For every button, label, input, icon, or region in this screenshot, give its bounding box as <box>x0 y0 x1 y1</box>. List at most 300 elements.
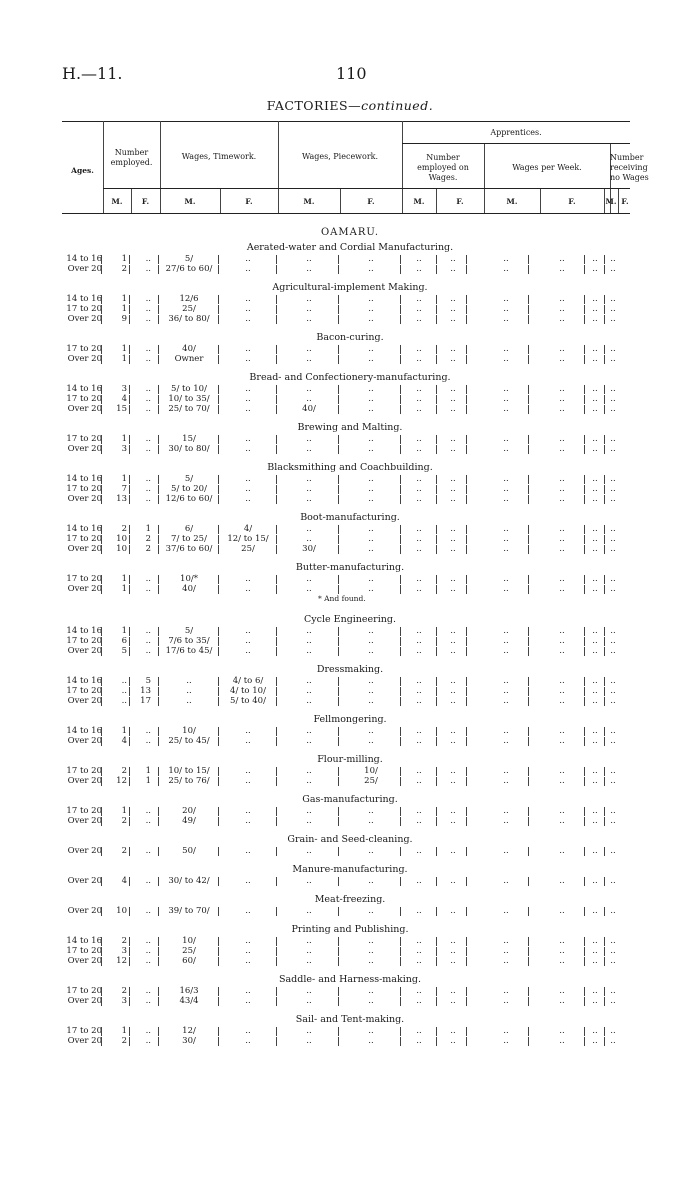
cell-f: .. <box>145 484 151 494</box>
table-row <box>0 936 700 946</box>
cell-age: Over 20 <box>67 1036 102 1046</box>
table-row <box>0 394 700 404</box>
cell-apprentice: .. <box>559 936 565 946</box>
cell-divider <box>338 1027 339 1036</box>
cell-apprentice: .. <box>503 846 509 856</box>
cell-divider <box>584 435 585 444</box>
cell-divider <box>466 777 467 786</box>
cell-divider <box>101 947 102 956</box>
cell-apprentice: .. <box>416 816 422 826</box>
cell-divider <box>584 345 585 354</box>
cell-divider <box>218 355 219 364</box>
cell-divider <box>276 737 277 746</box>
cell-m: 12 <box>116 956 127 966</box>
cell-divider <box>584 495 585 504</box>
cell-divider <box>528 737 529 746</box>
cell-apprentice: .. <box>592 254 598 264</box>
cell-apprentice: .. <box>503 636 509 646</box>
cell-apprentice: .. <box>450 524 456 534</box>
cell-divider <box>158 907 159 916</box>
cell-age: 17 to 20 <box>66 394 102 404</box>
cell-pf: .. <box>368 986 374 996</box>
cell-f: .. <box>145 846 151 856</box>
cell-divider <box>584 1027 585 1036</box>
cell-f: .. <box>145 434 151 444</box>
table-row <box>0 956 700 966</box>
cell-pf: .. <box>368 264 374 274</box>
cell-pf: .. <box>368 846 374 856</box>
cell-divider <box>158 957 159 966</box>
header-line: employed. <box>110 158 153 167</box>
cell-tf: .. <box>245 434 251 444</box>
cell-apprentice: .. <box>592 384 598 394</box>
cell-divider <box>604 647 605 656</box>
cell-divider <box>584 545 585 554</box>
cell-divider <box>400 545 401 554</box>
cell-divider <box>129 677 130 686</box>
cell-divider <box>466 405 467 414</box>
cell-apprentice: .. <box>450 726 456 736</box>
cell-tm: 37/6 to 60/ <box>165 544 213 554</box>
cell-f: .. <box>145 474 151 484</box>
cell-divider <box>528 627 529 636</box>
cell-apprentice: .. <box>592 676 598 686</box>
cell-divider <box>584 937 585 946</box>
cell-apprentice: .. <box>610 574 616 584</box>
cell-apprentice: .. <box>416 676 422 686</box>
cell-apprentice: .. <box>416 524 422 534</box>
cell-tm: 7/6 to 35/ <box>168 636 210 646</box>
cell-divider <box>218 525 219 534</box>
industry-heading: Grain- and Seed-cleaning. <box>287 834 413 845</box>
cell-f: .. <box>145 996 151 1006</box>
cell-divider <box>528 585 529 594</box>
cell-divider <box>276 677 277 686</box>
cell-divider <box>528 305 529 314</box>
cell-divider <box>584 737 585 746</box>
cell-divider <box>400 265 401 274</box>
cell-apprentice: .. <box>610 344 616 354</box>
cell-apprentice: .. <box>592 726 598 736</box>
cell-divider <box>466 485 467 494</box>
cell-apprentice: .. <box>610 676 616 686</box>
cell-divider <box>276 807 277 816</box>
cell-pf: .. <box>368 574 374 584</box>
cell-pf: 10/ <box>364 766 378 776</box>
cell-apprentice: .. <box>416 806 422 816</box>
cell-divider <box>466 315 467 324</box>
cell-divider <box>604 495 605 504</box>
cell-tm: 50/ <box>182 846 196 856</box>
cell-age: Over 20 <box>67 354 102 364</box>
cell-pf: 25/ <box>364 776 378 786</box>
cell-divider <box>604 737 605 746</box>
cell-apprentice: .. <box>559 384 565 394</box>
industry-heading: Boot-manufacturing. <box>300 512 400 523</box>
cell-divider <box>400 535 401 544</box>
table-row <box>0 494 700 504</box>
cell-apprentice: .. <box>559 304 565 314</box>
cell-divider <box>400 817 401 826</box>
cell-f: 2 <box>145 544 151 554</box>
table-row <box>0 726 700 736</box>
cell-age: 17 to 20 <box>66 484 102 494</box>
cell-pm: .. <box>306 314 312 324</box>
cell-tm: 10/ <box>182 726 196 736</box>
cell-divider <box>158 545 159 554</box>
cell-divider <box>158 315 159 324</box>
cell-divider <box>101 997 102 1006</box>
cell-apprentice: .. <box>610 294 616 304</box>
cell-divider <box>604 877 605 886</box>
cell-f: .. <box>145 394 151 404</box>
cell-divider <box>604 687 605 696</box>
cell-divider <box>218 495 219 504</box>
cell-divider <box>584 647 585 656</box>
cell-apprentice: .. <box>610 544 616 554</box>
cell-apprentice: .. <box>416 534 422 544</box>
cell-tf: .. <box>245 816 251 826</box>
cell-divider <box>158 677 159 686</box>
cell-divider <box>218 817 219 826</box>
table-row <box>0 304 700 314</box>
cell-age: 17 to 20 <box>66 574 102 584</box>
industry-heading: Printing and Publishing. <box>291 924 409 935</box>
cell-divider <box>400 445 401 454</box>
cell-age: 17 to 20 <box>66 686 102 696</box>
cell-divider <box>276 627 277 636</box>
cell-divider <box>276 315 277 324</box>
cell-divider <box>400 575 401 584</box>
cell-divider <box>218 697 219 706</box>
cell-divider <box>338 807 339 816</box>
cell-pf: .. <box>368 344 374 354</box>
cell-divider <box>158 997 159 1006</box>
cell-divider <box>338 585 339 594</box>
cell-tm: 25/ to 45/ <box>168 736 210 746</box>
cell-apprentice: .. <box>610 254 616 264</box>
cell-apprentice: .. <box>503 1026 509 1036</box>
cell-divider <box>400 627 401 636</box>
cell-apprentice: .. <box>592 404 598 414</box>
cell-divider <box>584 687 585 696</box>
cell-apprentice: .. <box>450 686 456 696</box>
cell-divider <box>338 847 339 856</box>
cell-pm: .. <box>306 816 312 826</box>
cell-pm: .. <box>306 304 312 314</box>
cell-divider <box>584 807 585 816</box>
cell-age: 17 to 20 <box>66 534 102 544</box>
cell-divider <box>528 265 529 274</box>
cell-tf: .. <box>245 806 251 816</box>
cell-pf: .. <box>368 1026 374 1036</box>
cell-f: .. <box>145 956 151 966</box>
cell-divider <box>466 737 467 746</box>
cell-pf: .. <box>368 906 374 916</box>
cell-apprentice: .. <box>450 936 456 946</box>
apprentices-rule <box>402 143 630 144</box>
cell-divider <box>338 637 339 646</box>
sub-f: F. <box>456 197 464 206</box>
cell-tf: .. <box>245 1036 251 1046</box>
cell-apprentice: .. <box>450 1026 456 1036</box>
industry-heading: Gas-manufacturing. <box>302 794 398 805</box>
cell-apprentice: .. <box>559 1036 565 1046</box>
cell-tm: 36/ to 80/ <box>168 314 210 324</box>
cell-pf: .. <box>368 544 374 554</box>
cell-apprentice: .. <box>559 846 565 856</box>
cell-apprentice: .. <box>592 736 598 746</box>
cell-apprentice: .. <box>450 574 456 584</box>
cell-divider <box>276 485 277 494</box>
cell-pf: .. <box>368 254 374 264</box>
cell-divider <box>466 255 467 264</box>
cell-tf: 4/ <box>243 524 253 534</box>
industry-heading: Meat-freezing. <box>314 894 386 905</box>
cell-divider <box>129 385 130 394</box>
cell-apprentice: .. <box>503 434 509 444</box>
cell-apprentice: .. <box>592 264 598 274</box>
cell-divider <box>466 847 467 856</box>
cell-divider <box>584 405 585 414</box>
cell-apprentice: .. <box>559 264 565 274</box>
cell-divider <box>604 305 605 314</box>
cell-f: 1 <box>145 766 151 776</box>
sub-m: M. <box>605 197 617 206</box>
cell-m: 4 <box>121 394 127 404</box>
cell-divider <box>528 315 529 324</box>
cell-divider <box>158 637 159 646</box>
cell-apprentice: .. <box>592 1026 598 1036</box>
cell-divider <box>101 545 102 554</box>
cell-divider <box>528 395 529 404</box>
cell-divider <box>604 585 605 594</box>
cell-age: Over 20 <box>67 876 102 886</box>
cell-divider <box>466 907 467 916</box>
cell-f: .. <box>145 304 151 314</box>
cell-apprentice: .. <box>559 524 565 534</box>
cell-apprentice: .. <box>592 344 598 354</box>
cell-divider <box>129 485 130 494</box>
cell-apprentice: .. <box>503 996 509 1006</box>
cell-apprentice: .. <box>450 264 456 274</box>
cell-pm: .. <box>306 696 312 706</box>
cell-apprentice: .. <box>416 626 422 636</box>
cell-apprentice: .. <box>416 434 422 444</box>
cell-tm: .. <box>186 686 192 696</box>
cell-divider <box>101 445 102 454</box>
cell-divider <box>584 575 585 584</box>
cell-age: 14 to 16 <box>66 726 102 736</box>
cell-pm: .. <box>306 264 312 274</box>
industry-heading: Bread- and Confectionery-manufacturing. <box>249 372 451 383</box>
cell-divider <box>338 737 339 746</box>
cell-apprentice: .. <box>503 686 509 696</box>
cell-tm: 5/ <box>184 626 194 636</box>
cell-apprentice: .. <box>610 314 616 324</box>
cell-age: 17 to 20 <box>66 344 102 354</box>
cell-apprentice: .. <box>416 584 422 594</box>
cell-m: 1 <box>121 626 127 636</box>
cell-divider <box>584 637 585 646</box>
cell-apprentice: .. <box>503 584 509 594</box>
table-row <box>0 646 700 656</box>
cell-f: .. <box>145 986 151 996</box>
cell-f: .. <box>145 344 151 354</box>
cell-divider <box>584 847 585 856</box>
cell-divider <box>466 495 467 504</box>
cell-divider <box>158 355 159 364</box>
cell-apprentice: .. <box>416 484 422 494</box>
cell-apprentice: .. <box>592 956 598 966</box>
cell-divider <box>584 355 585 364</box>
cell-divider <box>528 847 529 856</box>
cell-apprentice: .. <box>559 294 565 304</box>
cell-pf: .. <box>368 1036 374 1046</box>
cell-age: 14 to 16 <box>66 294 102 304</box>
cell-apprentice: .. <box>592 816 598 826</box>
cell-apprentice: .. <box>416 956 422 966</box>
cell-apprentice: .. <box>610 816 616 826</box>
cell-divider <box>129 777 130 786</box>
cell-divider <box>584 395 585 404</box>
cell-tm: .. <box>186 676 192 686</box>
cell-tf: .. <box>245 354 251 364</box>
cell-divider <box>338 485 339 494</box>
cell-apprentice: .. <box>559 584 565 594</box>
cell-tf: .. <box>245 484 251 494</box>
cell-apprentice: .. <box>592 766 598 776</box>
cell-age: 17 to 20 <box>66 946 102 956</box>
cell-divider <box>466 575 467 584</box>
cell-tf: .. <box>245 986 251 996</box>
cell-divider <box>584 777 585 786</box>
cell-tf: .. <box>245 444 251 454</box>
cell-apprentice: .. <box>450 876 456 886</box>
cell-divider <box>528 525 529 534</box>
cell-m: .. <box>121 686 127 696</box>
table-row <box>0 736 700 746</box>
cell-apprentice: .. <box>610 584 616 594</box>
cell-divider <box>400 495 401 504</box>
cell-divider <box>129 265 130 274</box>
cell-divider <box>528 647 529 656</box>
cell-divider <box>604 767 605 776</box>
cell-divider <box>400 1037 401 1046</box>
cell-f: .. <box>145 574 151 584</box>
cell-divider <box>218 265 219 274</box>
cell-divider <box>338 687 339 696</box>
cell-divider <box>218 727 219 736</box>
cell-apprentice: .. <box>450 544 456 554</box>
cell-m: 2 <box>121 264 127 274</box>
cell-apprentice: .. <box>559 574 565 584</box>
cell-divider <box>129 445 130 454</box>
cell-divider <box>218 575 219 584</box>
cell-apprentice: .. <box>503 876 509 886</box>
cell-pm: .. <box>306 726 312 736</box>
cell-tm: 25/ to 70/ <box>168 404 210 414</box>
cell-apprentice: .. <box>559 1026 565 1036</box>
cell-divider <box>101 525 102 534</box>
cell-divider <box>276 987 277 996</box>
cell-divider <box>338 525 339 534</box>
cell-divider <box>158 737 159 746</box>
cell-divider <box>338 575 339 584</box>
cell-divider <box>338 627 339 636</box>
cell-apprentice: .. <box>592 776 598 786</box>
cell-divider <box>338 355 339 364</box>
cell-divider <box>604 545 605 554</box>
cell-divider <box>218 877 219 886</box>
cell-divider <box>129 345 130 354</box>
cell-tf: .. <box>245 394 251 404</box>
cell-divider <box>129 817 130 826</box>
cell-pm: .. <box>306 474 312 484</box>
cell-apprentice: .. <box>610 384 616 394</box>
cell-divider <box>158 947 159 956</box>
cell-divider <box>101 575 102 584</box>
cell-divider <box>584 315 585 324</box>
cell-pf: .. <box>368 736 374 746</box>
cell-divider <box>129 637 130 646</box>
table-row <box>0 946 700 956</box>
cell-divider <box>129 847 130 856</box>
cell-pf: .. <box>368 314 374 324</box>
cell-apprentice: .. <box>503 444 509 454</box>
cell-apprentice: .. <box>416 404 422 414</box>
cell-divider <box>528 445 529 454</box>
cell-age: Over 20 <box>67 544 102 554</box>
cell-apprentice: .. <box>610 996 616 1006</box>
cell-apprentice: .. <box>559 626 565 636</box>
cell-apprentice: .. <box>416 776 422 786</box>
cell-divider <box>101 677 102 686</box>
cell-divider <box>584 535 585 544</box>
cell-apprentice: .. <box>610 946 616 956</box>
cell-divider <box>528 355 529 364</box>
cell-apprentice: .. <box>416 574 422 584</box>
cell-pm: .. <box>306 354 312 364</box>
cell-f: .. <box>145 816 151 826</box>
cell-apprentice: .. <box>592 304 598 314</box>
cell-divider <box>528 697 529 706</box>
cell-divider <box>101 647 102 656</box>
cell-divider <box>400 475 401 484</box>
cell-apprentice: .. <box>450 766 456 776</box>
cell-pf: .. <box>368 534 374 544</box>
cell-m: 1 <box>121 1026 127 1036</box>
cell-divider <box>129 495 130 504</box>
cell-tm: 12/6 <box>179 294 199 304</box>
cell-divider <box>400 405 401 414</box>
cell-apprentice: .. <box>610 986 616 996</box>
cell-apprentice: .. <box>416 264 422 274</box>
cell-apprentice: .. <box>503 956 509 966</box>
cell-pf: .. <box>368 806 374 816</box>
cell-divider <box>276 255 277 264</box>
industry-heading: Bacon-curing. <box>316 332 384 343</box>
table-row <box>0 816 700 826</box>
cell-f: 2 <box>145 534 151 544</box>
table-row <box>0 626 700 636</box>
cell-divider <box>218 385 219 394</box>
cell-divider <box>129 545 130 554</box>
industry-heading: Flour-milling. <box>317 754 383 765</box>
cell-divider <box>276 957 277 966</box>
cell-apprentice: .. <box>450 474 456 484</box>
table-row <box>0 404 700 414</box>
